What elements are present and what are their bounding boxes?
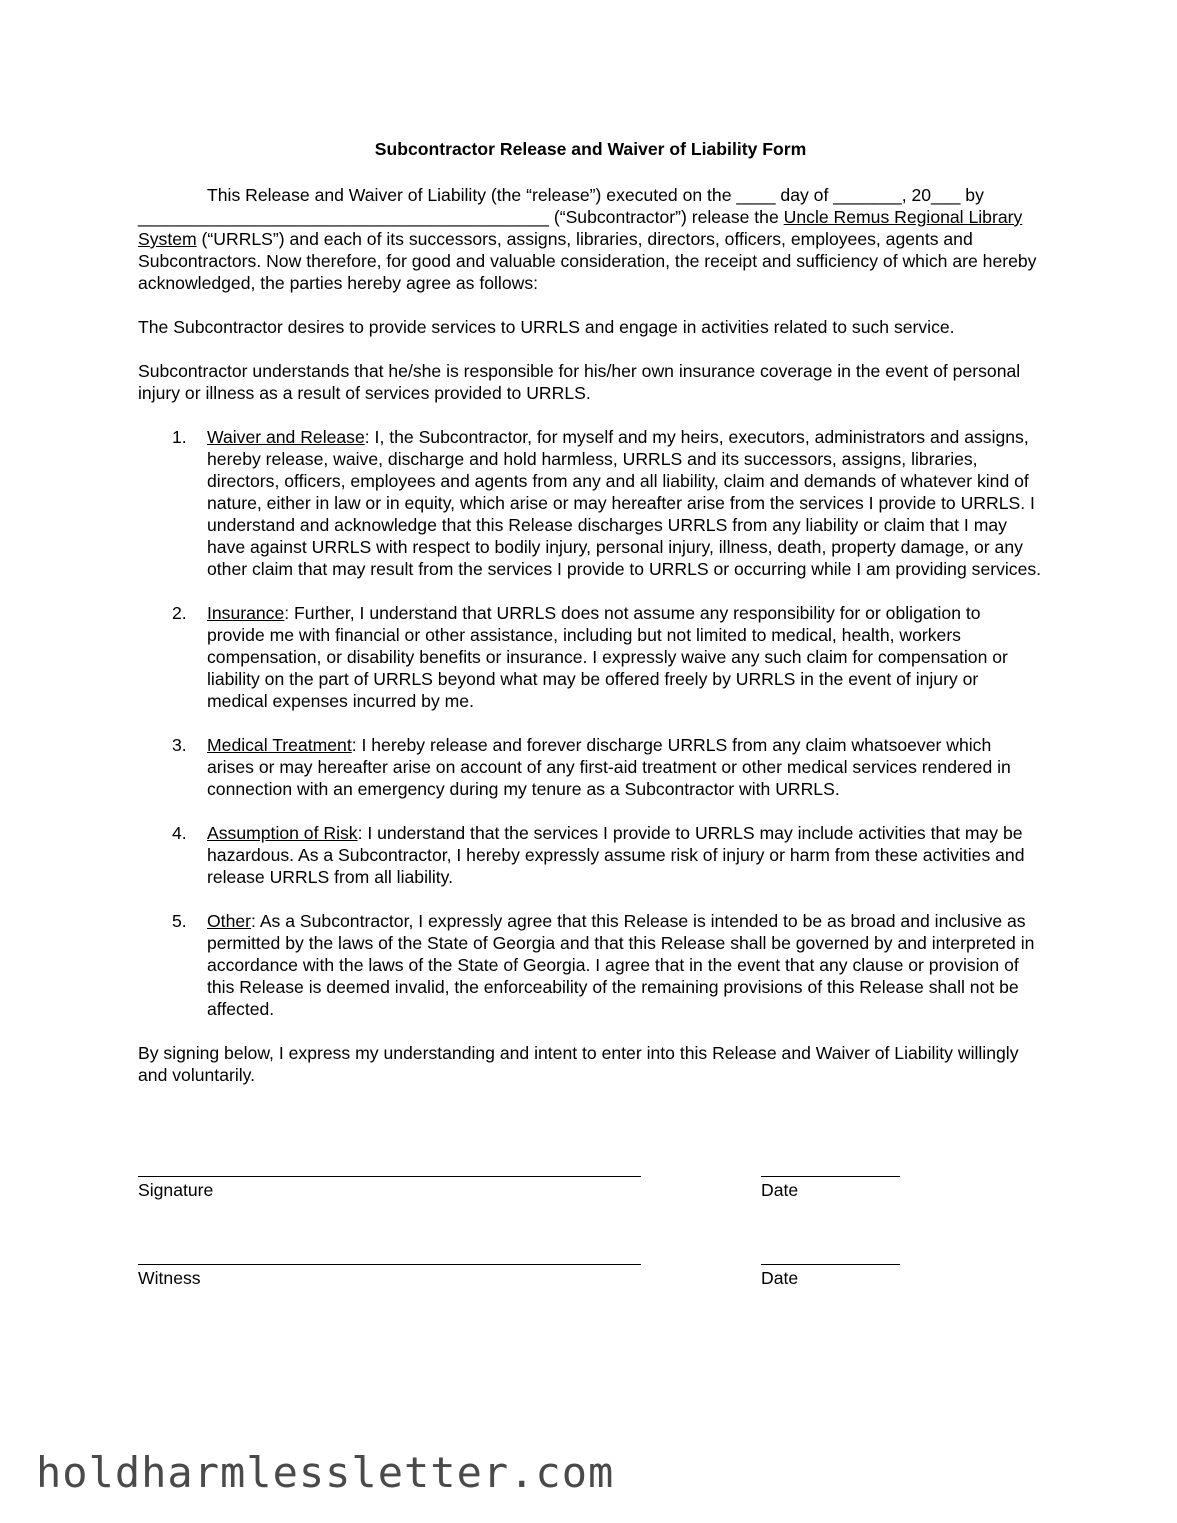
form-title: Subcontractor Release and Waiver of Liability Form — [374, 139, 807, 159]
form-document — [138, 136, 1043, 1086]
intro-text-part2: (“URRLS”) and each of its successors, assigns, libraries, directors, officers, employees, agents and Subcontractors. Now therefore, for good and valuable consideration, the receipt and sufficiency of which are hereby acknowledged, the parties hereby agree as follows: — [138, 229, 1037, 293]
clause-text: : As a Subcontractor, I expressly agree that this Release is intended to be as broad and inclusive as permitted by the laws of the State of Georgia and that this Release shall be governed by and interpreted in accordance with the laws of the State of Georgia. I agree that in the event that any clause or provision of this Release is deemed invalid, the enforceability of the remaining provisions of this Release shall not be affected. — [207, 911, 1035, 1019]
clause-number: 1. — [172, 427, 187, 447]
signature-date-line[interactable] — [761, 1176, 900, 1177]
witness-date-label: Date — [761, 1268, 799, 1288]
signature-date-label: Date — [761, 1180, 799, 1200]
clause-text: : I understand that the services I provide to URRLS may include activities that may be hazardous. As a Subcontractor, I hereby expressly assume risk of injury or harm from these activities and release URRLS from all liability. — [207, 823, 1025, 887]
closing-paragraph: By signing below, I express my understanding and intent to enter into this Release and Waiver of Liability willingly and voluntarily. — [138, 1043, 1019, 1085]
clause-item — [138, 426, 1043, 580]
signature-line[interactable] — [138, 1176, 641, 1177]
clause-item — [138, 734, 1043, 800]
clause-item — [138, 822, 1043, 888]
services-paragraph: The Subcontractor desires to provide services to URRLS and engage in activities related to such service. — [138, 317, 955, 337]
clause-text: : I hereby release and forever discharge URRLS from any claim whatsoever which arises or may hereafter arise on account of any first-aid treatment or other medical services rendered in connection with an emergency during my tenure as a Subcontractor with URRLS. — [207, 735, 1011, 799]
clause-heading: Waiver and Release — [207, 427, 365, 447]
clause-number: 5. — [172, 911, 187, 931]
clause-heading: Other — [207, 911, 252, 931]
organization-name: Uncle Remus Regional Library System — [138, 207, 1023, 249]
clause-number: 4. — [172, 823, 187, 843]
witness-label: Witness — [138, 1268, 201, 1288]
clause-list — [138, 426, 1043, 1020]
clause-text: : I, the Subcontractor, for myself and my heirs, executors, administrators and assigns, hereby release, waive, discharge and hold harmless, URRLS and its successors, assigns, libraries, directors, officers, employees and agents from any and all liability, claim and demands of whatever kind of nature, either in law or in equity, which arise or may hereafter arise from the services I provide to URRLS. I understand and acknowledge that this Release discharges URRLS from any liability or claim that I may have against URRLS with respect to bodily injury, personal injury, illness, death, property damage, or any other claim that may result from the services I provide to URRLS or occurring while I am providing services. — [207, 427, 1042, 579]
clause-heading: Insurance — [207, 603, 285, 623]
witness-date-line[interactable] — [761, 1264, 900, 1265]
clause-heading: Assumption of Risk — [207, 823, 358, 843]
clause-heading: Medical Treatment — [207, 735, 352, 755]
witness-line[interactable] — [138, 1264, 641, 1265]
insurance-note-paragraph: Subcontractor understands that he/she is responsible for his/her own insurance coverage in the event of personal injury or illness as a result of services provided to URRLS. — [138, 361, 1021, 403]
intro-paragraph — [138, 184, 1043, 294]
clause-text: : Further, I understand that URRLS does not assume any responsibility for or obligation to provide me with financial or other assistance, including but not limited to medical, health, workers compensation, or disability benefits or insurance. I expressly waive any such claim for compensation or liability on the part of URRLS beyond what may be offered freely by URRLS in the event of injury or medical expenses incurred by me. — [207, 603, 1008, 711]
watermark-text: holdharmlessletter.com — [36, 1448, 615, 1497]
clause-item — [138, 602, 1043, 712]
clause-item — [138, 910, 1043, 1020]
clause-number: 3. — [172, 735, 187, 755]
intro-text-part1: This Release and Waiver of Liability (the “release”) executed on the ____ day of _______, 20___ by __________________________________________ (“Subcontractor”) release the — [138, 185, 984, 227]
signature-label: Signature — [138, 1180, 214, 1200]
clause-number: 2. — [172, 603, 187, 623]
